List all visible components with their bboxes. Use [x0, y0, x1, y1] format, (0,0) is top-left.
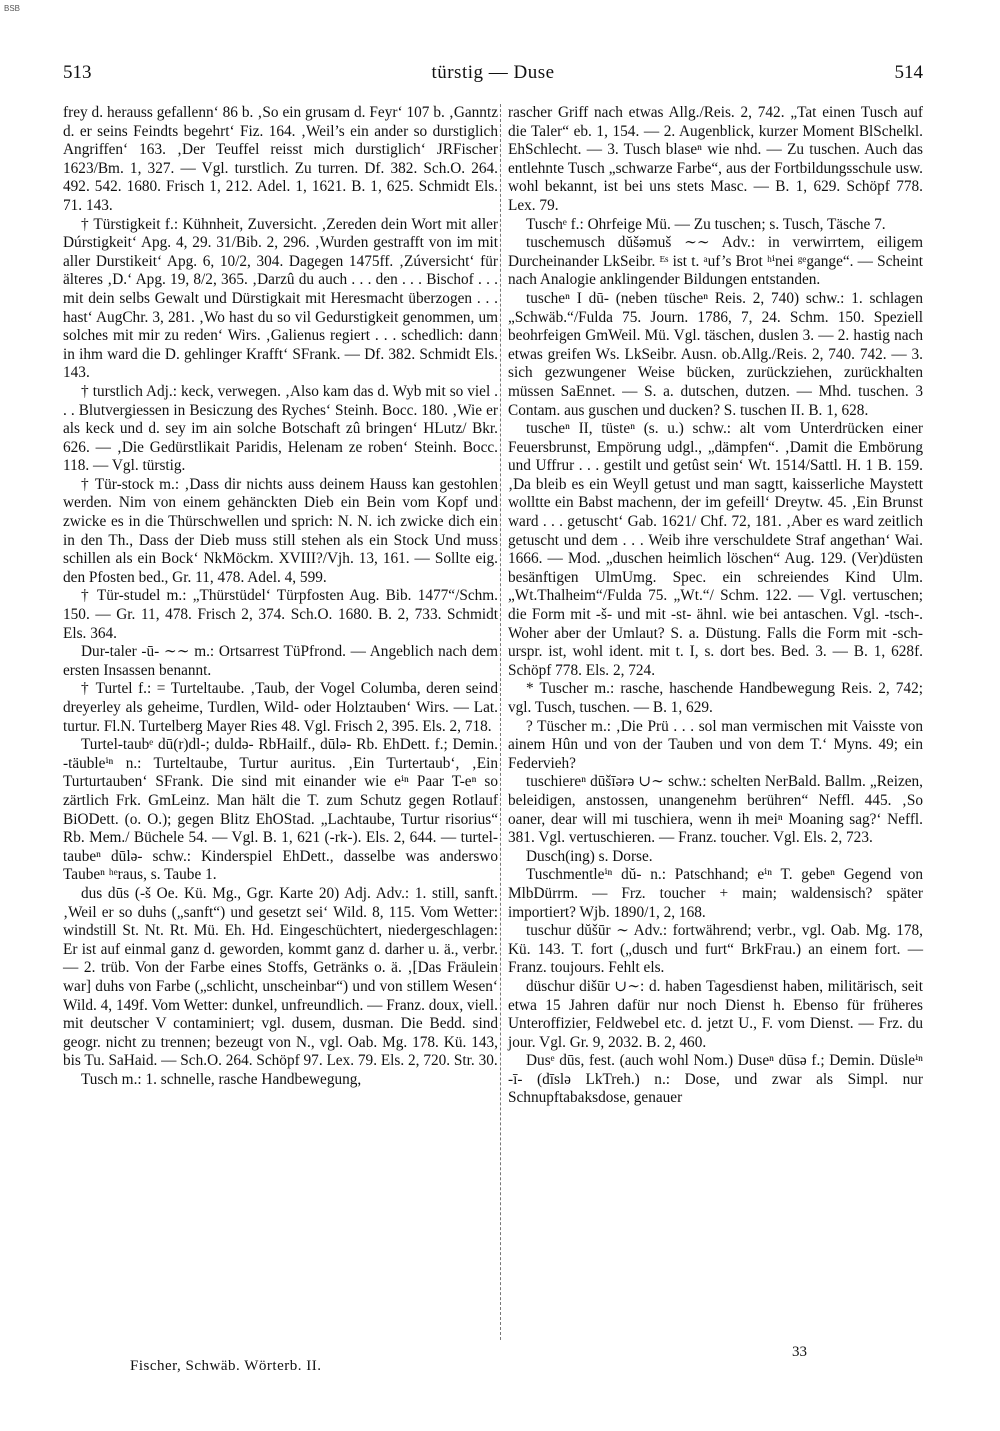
dictionary-entry: Dusᵉ dūs, fest. (auch wohl Nom.) Duseⁿ dūsə f.; Demin. Düsleⁱⁿ -ī- (dīslə LkTreh.) n.: Dose, und zwar als Simpl. nur Schnupftabaksdose, genauer [508, 1052, 923, 1107]
left-column [63, 104, 498, 1089]
dictionary-entry: rascher Griff nach etwas Allg./Reis. 2, 742. „Tat einen Tusch auf die Taler“ eb. 1, 154. — 2. Augenblick, kurzer Moment BlSchelkl. EhSchlecht. — 3. Tusch blaseⁿ wie nhd. — Zu tuschen. Auch das entlehnte Tusch „schwarze Farbe“, aus der Fortbildungsschule usw. wohl bekannt, ist bei uns stets Masc. — B. 1, 629. Schöpf 778. Lex. 79. [508, 104, 923, 214]
dictionary-entry: Dusch(ing) s. Dorse. [526, 847, 653, 865]
dictionary-entry: Tuschmentleⁱⁿ dŭ- n.: Patschhand; eⁱⁿ T. gebeⁿ Gegend von MlbDürrm. — Frz. toucher + main; waldensisch? später importiert? Wjb. 1890/1, 2, 168. [508, 866, 923, 921]
dictionary-entry: tuschemusch dŭšəmuš ∼∼ Adv.: in verwirrtem, eiligem Durcheinander LkSeibr. ᴱˢ ist t. ᵃuf’s Brot ʰⁱnei ᵍᵉgange“. — Scheint nach Analogie anklingender Bildungen entstanden. [508, 234, 923, 289]
running-title: türstig — Duse [431, 62, 555, 83]
dictionary-entry: dus dūs (-š Oe. Kü. Mg., Ggr. Karte 20) Adj. Adv.: 1. still, sanft. ‚Weil er so duhs („sanft“) und gesetzt sei‘ Wild. 8, 115. Vom Wetter: windstill St. Nt. Rt. Mü. Eh. Hd. Eingeschüchtert, niedergeschlagen: Er ist auf einmal ganz d. geworden, kommt ganz d. darher u. ä., verbr. — 2. trüb. Von der Farbe eines Stoffs, Getränks o. ä. ‚[Das Fräulein war] duhs von Farbe („schlicht, unscheinbar“) und von stillem Wesen‘ Wild. 4, 149f. Vom Wetter: dunkel, unfreundlich. — Franz. doux, viell. mit deutscher V contaminiert; vgl. dusem, dusman. Die Bedd. sind geogr. nicht zu trennen; bezeugt von N., vgl. Oab. Mg. 178. Kü. 143, bis Tu. SaHaid. — Sch.O. 264. Schöpf 97. Lex. 79. Els. 2, 720. Str. 30. [63, 884, 498, 1070]
dictionary-entry: tuschur dŭšūr ∼ Adv.: fortwährend; verbr., vgl. Oab. Mg. 178, Kü. 143. T. fort („dusch und furt“ BrkFrau.) an einem fort. — Franz. toujours. Fehlt els. [508, 922, 923, 977]
right-page-number: 514 [894, 62, 923, 83]
dictionary-entry: † Tür-studel m.: „Thürstüdel‘ Türpfosten Aug. Bib. 1477“/Schm. 150. — Gr. 11, 478. Frisch 2, 374. Sch.O. 1680. B. 2, 733. Schmidt Els. 364. [63, 587, 498, 642]
dictionary-entry: ? Tüscher m.: ‚Die Prü . . . sol man vermischen mit Vaisste von ainem Hûn und von der Tauben und von dem T.‘ Myns. 49; ein Federvieh? [508, 717, 923, 772]
sheet-number: 33 [792, 1344, 807, 1360]
dictionary-entry: Dur-taler -ū- ∼∼ m.: Ortsarrest TüPfrond. — Angeblich nach dem ersten Insassen benannt. [63, 643, 498, 679]
right-column [508, 104, 923, 1108]
dictionary-entry: * Tuscher m.: rasche, haschende Handbewegung Reis. 2, 742; vgl. Tusch, tuschen. — B. 1, 629. [508, 680, 923, 716]
page-header [63, 62, 923, 92]
dictionary-entry: Tusch m.: 1. schnelle, rasche Handbewegung, [81, 1070, 362, 1088]
dictionary-entry: Tuschᵉ f.: Ohrfeige Mü. — Zu tuschen; s. Tusch, Täsche 7. [526, 215, 886, 233]
dictionary-entry: Turtel-taubᵉ dū(r)dl-; duldə- RbHailf., dūlə- Rb. EhDett. f.; Demin. -täubleⁱⁿ n.: Turteltaube, Turtur auritus. ‚Ein Turtertaub‘, ‚Ein Turturtauben‘ SFrank. Die sind mit einander wie eⁱⁿ Paar T-eⁿ so zärtlich Frk. GmLeinz. Man hält die T. zum Schutz gegen Rotlauf BiODett. (o. O.); gegen Blitz EhOStad. „Lachtaube, Turtur risorius“ Rb. Mem./ Büchele 54. — Vgl. B. 1, 621 (-rk-). Els. 2, 644. — turtel-taubeⁿ dūlə- schw.: Kinderspiel EhDett., dasselbe was anderswo Taubeⁿ ʰᵉraus, s. Taube 1. [63, 736, 498, 884]
left-page-number: 513 [63, 62, 92, 83]
dictionary-entry: düschur dišūr ∪∼: d. haben Tagesdienst haben, militärisch, seit etwa 15 Jahren dafür nur noch Dienst h. Ebenso für früheres Unteroffizier, Feldwebel etc. d. jetzt U., F. vom Dienst. — Frz. du jour. Vgl. Gr. 9, 2032. B. 2, 460. [508, 977, 923, 1051]
dictionary-entry: tuschiereⁿ dūšīərə ∪∼ schw.: schelten NerBald. Ballm. „Reizen, beleidigen, anstossen, unangenehm berühren“ Neffl. 445. ‚So oaner, dear will mi tuschiera, wenn ih meiⁿ Moaning sag?‘ Neffl. 381. Vgl. vertuschieren. — Franz. toucher. Vgl. Els. 2, 723. [508, 773, 923, 847]
dictionary-entry: tuscheⁿ I dū- (neben tüscheⁿ Reis. 2, 740) schw.: 1. schlagen „Schwäb.“/Fulda 75. Journ. 1786, 7, 24. Schm. 150. Speziell beohrfeigen GmWeil. Mü. Vgl. täschen, duslen 3. — 2. hastig nach etwas greifen Ws. LkSeibr. Ausn. ob.Allg./Reis. 2, 740. 742. — 3. sich gezwungener Weise bücken, zurückziehen, zurückhalten müssen SaEnnet. — S. a. dutschen, dutzen. — Mhd. tuschen. 3 Contam. aus guschen und ducken? S. tuschen II. B. 1, 628. [508, 289, 923, 419]
dictionary-entry: † Turtel f.: = Turteltaube. ‚Taub, der Vogel Columba, deren seind dreyerley als geheime, Turdlen, Wild- oder Holztauben‘ Wirs. — Lat. turtur. Fl.N. Turtelberg Mayer Ries 48. Vgl. Frisch 2, 395. Els. 2, 718. [63, 680, 498, 735]
footer-source: Fischer, Schwäb. Wörterb. II. [130, 1358, 322, 1374]
dictionary-entry: frey d. herauss gefallenn‘ 86 b. ‚So ein grusam d. Feyr‘ 107 b. ‚Ganntz d. er seins Feindts begehrt‘ Fiz. 164. ‚Weil’s ein ander so durstiglich Angriffen‘ 163. ‚Der Teuffel reisst mich durstiglich‘ JRFischer 1623/Bm. 1, 327. — Vgl. turstlich. Zu turren. Df. 382. Sch.O. 264. 492. 542. 1680. Frisch 1, 212. Adel. 1, 1621. B. 1, 625. Schmidt Els. 71. 143. [63, 104, 498, 214]
dictionary-entry: † turstlich Adj.: keck, verwegen. ‚Also kam das d. Wyb mit so viel . . . Blutvergiessen in Besiczung des Ryches‘ Steinh. Bocc. 180. ‚Wie er als keck und d. sey im ain solche Botschaft zû bringen‘ HLutz/ Bkr. 626. — ‚Die Gedürstlikait Paridis, Helenam ze roben‘ Steinh. Bocc. 118. — Vgl. türstig. [63, 382, 498, 475]
dictionary-entry: tuscheⁿ II, tüsteⁿ (s. u.) schw.: alt vom Unterdrücken einer Feuersbrunst, Empörung udgl., „dämpfen“. ‚Damit die Embörung und Uffrur . . . gestilt und getûst sein‘ Wt. 1514/Sattl. H. 1 B. 159. ‚Da bleib es ein Weyll getust und man sagtt, kaisserliche Maystett wolltte ein Babst machenn, der im gefeill‘ Dreytw. 45. ‚Ein Brunst ward . . . getuscht‘ Gab. 1621/ Chf. 72, 181. ‚Aber es ward zeitlich getuscht und dem . . . Weib ihre verschuldete Straf angethan‘ Wai. 1666. — Mod. „duschen heimlich löschen“ Aug. 129. (Ver)düsten besänftigen UlmUmg. Spec. ein schreiendes Kind Ulm. „Wt.Thalheim“/Fulda 75. „Wt.“/ Schm. 122. — Vgl. vertuschen; die Form mit -š- und mit -st- ähnl. wie bei antaschen. Vgl. -tsch-. Woher aber der Umlaut? S. a. Düstung. Falls die Form mit -sch- urspr. ist, wohl ident. mit t. I, s. dort bes. Bed. 3. — B. 1, 628f. Schöpf 778. Els. 2, 724. [508, 420, 923, 679]
library-stamp: BSB [4, 4, 21, 13]
column-divider [500, 104, 501, 1340]
dictionary-entry: † Türstigkeit f.: Kühnheit, Zuversicht. ‚Zereden dein Wort mit aller Dúrstigkeit‘ Apg. 4, 29. 31/Bib. 2, 296. ‚Wurden gestrafft von im mit aller Durstikeit‘ Apg. 6, 10/2, 304. Dagegen 1475ff. ‚Zúversicht‘ für älteres ‚D.‘ Apg. 19, 8/2, 365. ‚Darzû du auch . . . den . . . Bischof . . . mit dein selbs Gewalt und Dürstigkait mit Heresmacht überzogen . . . hast‘ AugChr. 3, 281. ‚Wo hast du so vil Gedurstigkeit genommen, um solches mit mir zu reden‘ Wirs. ‚Galienus regiert . . . schedlich: dann in ihm ward die D. gehlinger Krafft‘ SFrank. — Df. 382. Schmidt Els. 143. [63, 215, 498, 382]
dictionary-entry: † Tür-stock m.: ‚Dass dir nichts auss deinem Hauss kan gestohlen werden. Nim von einem gehänckten Dieb ein Bein vom Kopf und zwicke es in die Thürschwellen und sprich: N. N. ich zwicke dich ein in den Th., Dass der Dieb muss still stehen als ein Stock Und muss schillen als ein Bock‘ NkMöckm. XVIII?/Vjh. 13, 161. — Sollte eig. den Pfosten bed., Gr. 11, 478. Adel. 4, 599. [63, 475, 498, 586]
